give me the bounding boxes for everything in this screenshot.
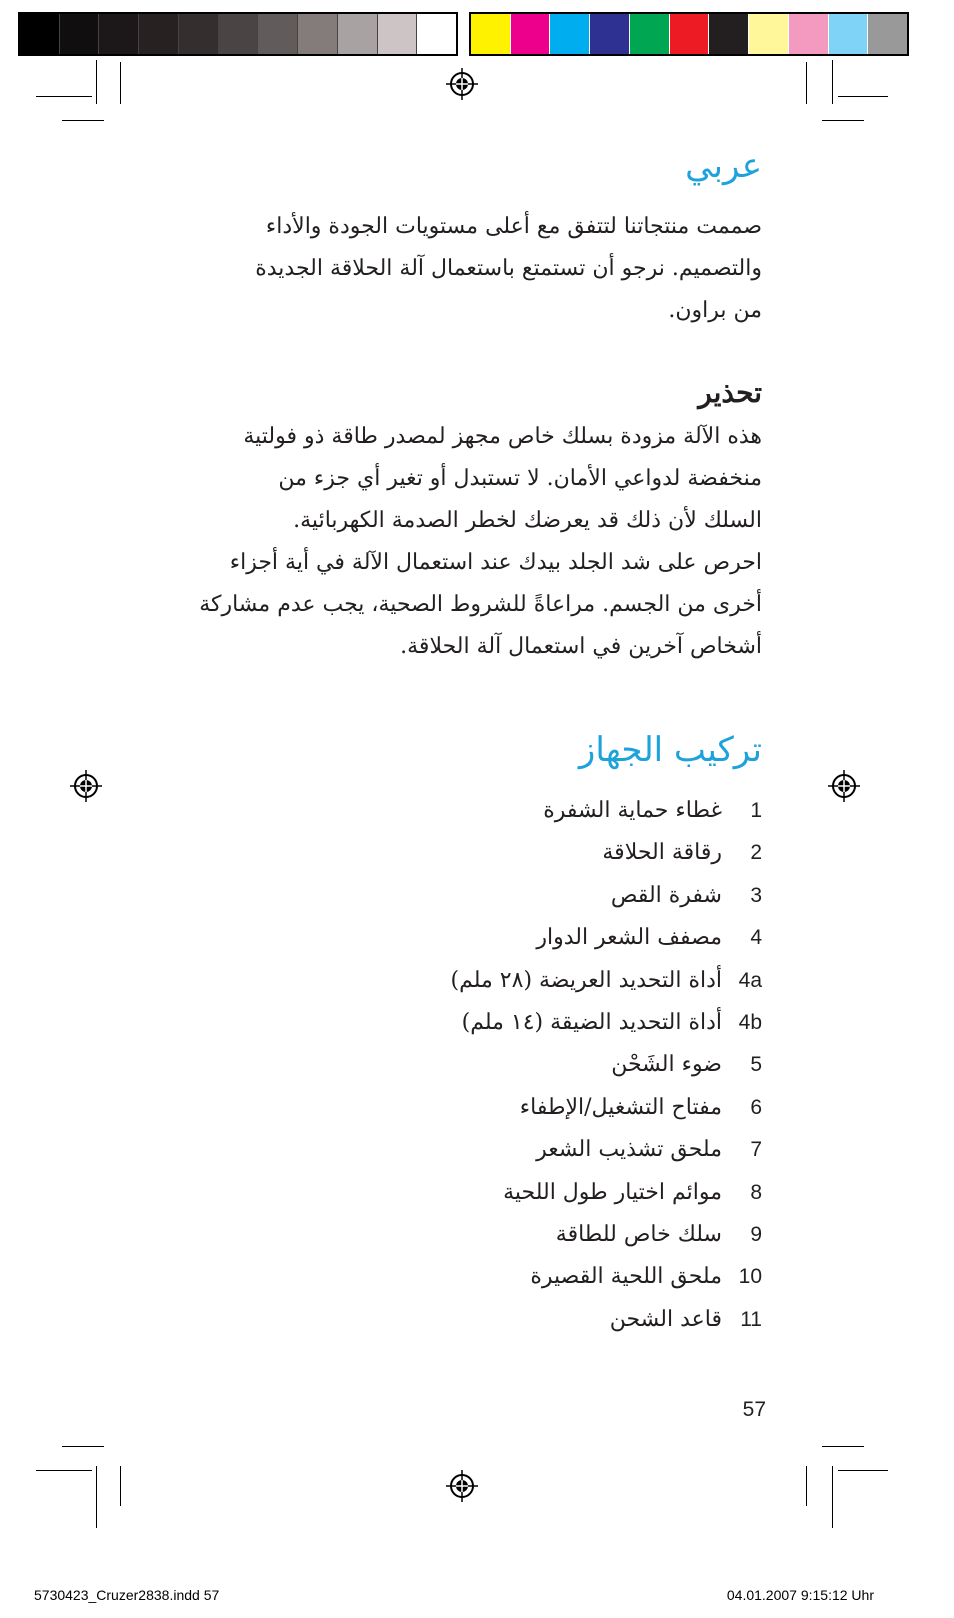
color-swatch bbox=[257, 14, 297, 54]
color-swatch bbox=[867, 14, 907, 54]
warning-line: احرص على شد الجلد بيدك عند استعمال الآلة في أية أجزاء bbox=[229, 550, 762, 575]
warning-line: هذه الآلة مزودة بسلك خاص مجهز لمصدر طاقة ذو فولتية bbox=[243, 424, 762, 449]
crop-mark bbox=[96, 60, 97, 104]
list-item: 11 قاعد الشحن bbox=[609, 1306, 762, 1332]
color-swatch bbox=[549, 14, 589, 54]
list-item: 3 شفرة القص bbox=[610, 882, 762, 908]
crop-mark bbox=[806, 62, 807, 104]
slug-datetime: 04.01.2007 9:15:12 Uhr bbox=[726, 1587, 874, 1603]
intro-line: والتصميم. نرجو أن تستمتع باستعمال آلة الحلاقة الجديدة bbox=[255, 256, 762, 281]
list-item: 5 ضوء الشَحْن bbox=[611, 1052, 762, 1078]
registration-mark-icon bbox=[446, 1470, 478, 1502]
registration-mark-icon bbox=[70, 770, 102, 802]
crop-mark bbox=[96, 1466, 97, 1528]
color-swatch bbox=[629, 14, 669, 54]
list-item: 10 ملحق اللحية القصيرة bbox=[530, 1264, 762, 1290]
crop-mark bbox=[806, 1466, 807, 1506]
list-item: 4a أداة التحديد العريضة (٢٨ ملم) bbox=[450, 967, 762, 993]
color-swatch bbox=[416, 14, 456, 54]
color-swatch bbox=[138, 14, 178, 54]
color-swatch bbox=[218, 14, 258, 54]
list-item: 7 ملحق تشذيب الشعر bbox=[536, 1137, 762, 1163]
registration-mark-icon bbox=[446, 68, 478, 100]
crop-mark bbox=[822, 120, 864, 121]
color-swatch bbox=[98, 14, 138, 54]
crop-mark bbox=[36, 96, 92, 97]
crop-mark bbox=[62, 120, 104, 121]
crop-mark bbox=[822, 1446, 864, 1447]
intro-line: من براون. bbox=[668, 298, 762, 323]
crop-mark bbox=[120, 62, 121, 104]
color-swatch bbox=[20, 14, 59, 54]
color-swatch bbox=[788, 14, 828, 54]
color-swatch bbox=[828, 14, 868, 54]
list-item: 2 رقاقة الحلاقة bbox=[602, 840, 762, 866]
list-item: 9 سلك خاص للطاقة bbox=[555, 1221, 762, 1247]
page-number: 57 bbox=[742, 1398, 766, 1421]
list-item: 4b أداة التحديد الضيقة (١٤ ملم) bbox=[461, 1009, 762, 1035]
color-swatch bbox=[471, 14, 510, 54]
warning-line: أشخاص آخرين في استعمال آلة الحلاقة. bbox=[400, 634, 762, 659]
list-item: 6 مفتاح التشغيل/الإطفاء bbox=[519, 1094, 762, 1120]
color-swatch bbox=[748, 14, 788, 54]
color-swatch bbox=[297, 14, 337, 54]
warning-line: أخرى من الجسم. مراعاةً للشروط الصحية، يجب عدم مشاركة bbox=[199, 592, 762, 617]
crop-mark bbox=[838, 1470, 888, 1471]
crop-mark bbox=[120, 1466, 121, 1506]
warning-line: السلك لأن ذلك قد يعرضك لخطر الصدمة الكهربائية. bbox=[293, 508, 762, 533]
color-swatch bbox=[708, 14, 748, 54]
language-title: عربي bbox=[685, 146, 762, 186]
list-item: 4 مصفف الشعر الدوار bbox=[536, 925, 762, 951]
color-swatch bbox=[178, 14, 218, 54]
slug-filename: 5730423_Cruzer2838.indd 57 bbox=[34, 1587, 220, 1603]
color-swatch bbox=[59, 14, 99, 54]
list-item: 1 غطاء حماية الشفرة bbox=[543, 798, 762, 823]
process-color-bar bbox=[469, 12, 909, 56]
color-swatch bbox=[510, 14, 550, 54]
registration-mark-icon bbox=[828, 770, 860, 802]
color-swatch bbox=[377, 14, 417, 54]
crop-mark bbox=[832, 60, 833, 104]
list-item: 8 موائم اختيار طول اللحية bbox=[503, 1179, 762, 1205]
description-title: تركيب الجهاز bbox=[578, 730, 762, 770]
intro-line: صممت منتجاتنا لتتفق مع أعلى مستويات الجودة والأداء bbox=[265, 214, 762, 239]
parts-list bbox=[202, 790, 762, 1341]
crop-mark bbox=[838, 96, 888, 97]
intro-paragraph bbox=[162, 206, 762, 332]
grayscale-color-bar bbox=[18, 12, 458, 56]
warning-title: تحذير bbox=[698, 376, 762, 409]
warning-line: منخفضة لدواعي الأمان. لا تستبدل أو تغير أي جزء من bbox=[278, 466, 762, 491]
color-swatch bbox=[589, 14, 629, 54]
color-swatch bbox=[337, 14, 377, 54]
warning-paragraph bbox=[162, 416, 762, 668]
crop-mark bbox=[62, 1446, 104, 1447]
color-swatch bbox=[669, 14, 709, 54]
crop-mark bbox=[832, 1466, 833, 1528]
crop-mark bbox=[36, 1470, 92, 1471]
